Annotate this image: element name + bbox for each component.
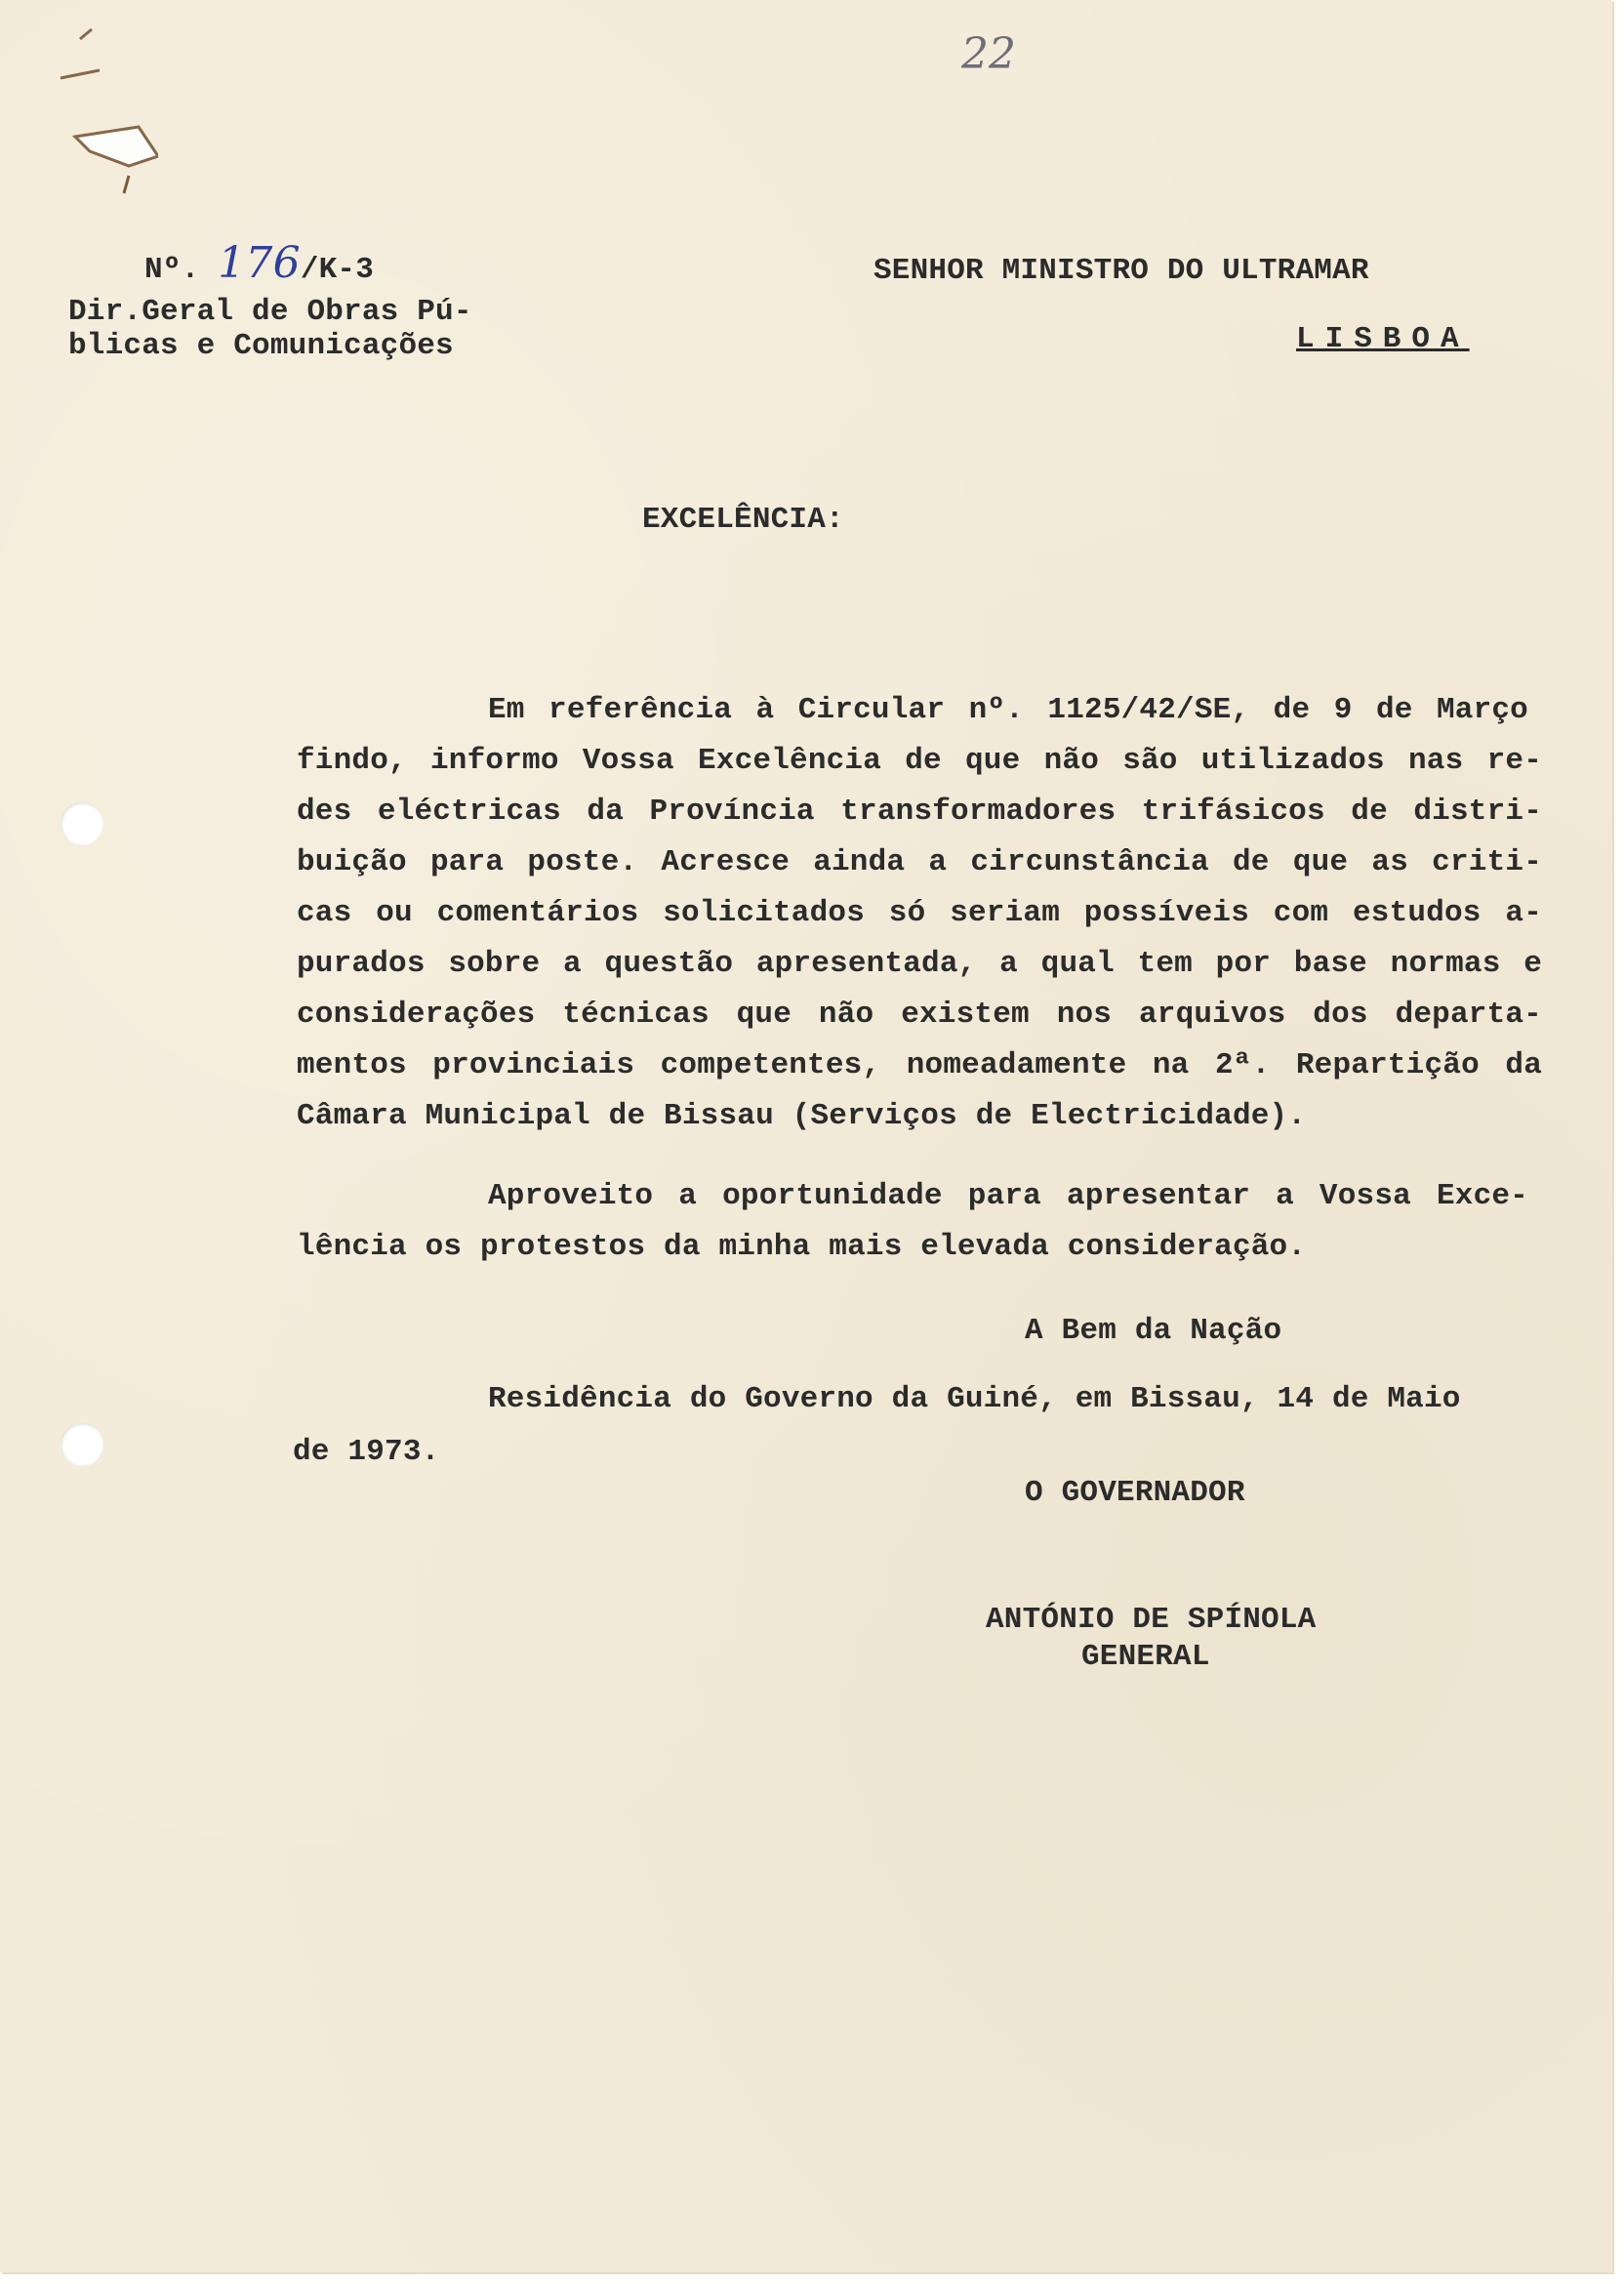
salutation: EXCELÊNCIA:: [642, 503, 844, 537]
body-line: findo, informo Vossa Excelência de que não são utilizados nas re-: [297, 744, 1542, 778]
body-line: lência os protestos da minha mais elevada consideração.: [297, 1230, 1307, 1264]
reference-suffix: /K-3: [300, 253, 375, 287]
body-line: des eléctricas da Província transformadores trifásicos de distri-: [297, 795, 1542, 829]
page-number: 22: [961, 29, 1016, 79]
punch-hole-bottom: [61, 1423, 103, 1466]
reference-number: [144, 238, 375, 288]
body-line: considerações técnicas que não existem nos arquivos dos departa-: [297, 998, 1542, 1032]
closing-formula: A Bem da Nação: [1025, 1314, 1282, 1348]
body-line: purados sobre a questão apresentada, a qual tem por base normas e: [297, 947, 1542, 981]
body-line: buição para poste. Acresce ainda a circunstância de que as criti-: [297, 845, 1542, 879]
department-line-2: blicas e Comunicações: [68, 329, 454, 363]
place-date-line-1: Residência do Governo da Guiné, em Bissau, 14 de Maio: [488, 1382, 1461, 1416]
punch-hole-top: [61, 802, 103, 845]
signature-name: ANTÓNIO DE SPÍNOLA: [986, 1603, 1317, 1637]
signature-role: O GOVERNADOR: [1025, 1476, 1245, 1510]
signature-rank: GENERAL: [1081, 1640, 1210, 1674]
body-line: cas ou comentários solicitados só seriam possíveis com estudos a-: [297, 896, 1542, 930]
department-block: [68, 295, 472, 363]
reference-prefix: Nº.: [144, 253, 200, 287]
place-date-line-2: de 1973.: [293, 1435, 440, 1469]
torn-corner-mark: [21, 20, 158, 195]
recipient-title: SENHOR MINISTRO DO ULTRAMAR: [873, 254, 1369, 288]
department-line-1: Dir.Geral de Obras Pú-: [68, 295, 472, 329]
reference-handwritten-number: 176: [218, 238, 301, 288]
body-line: Aproveito a oportunidade para apresentar a Vossa Exce-: [488, 1179, 1528, 1213]
body-line: mentos provinciais competentes, nomeadamente na 2ª. Repartição da: [297, 1048, 1542, 1082]
recipient-city: LISBOA: [1296, 322, 1470, 356]
body-line: Câmara Municipal de Bissau (Serviços de Electricidade).: [297, 1099, 1307, 1133]
body-line: Em referência à Circular nº. 1125/42/SE, de 9 de Março: [488, 693, 1528, 727]
